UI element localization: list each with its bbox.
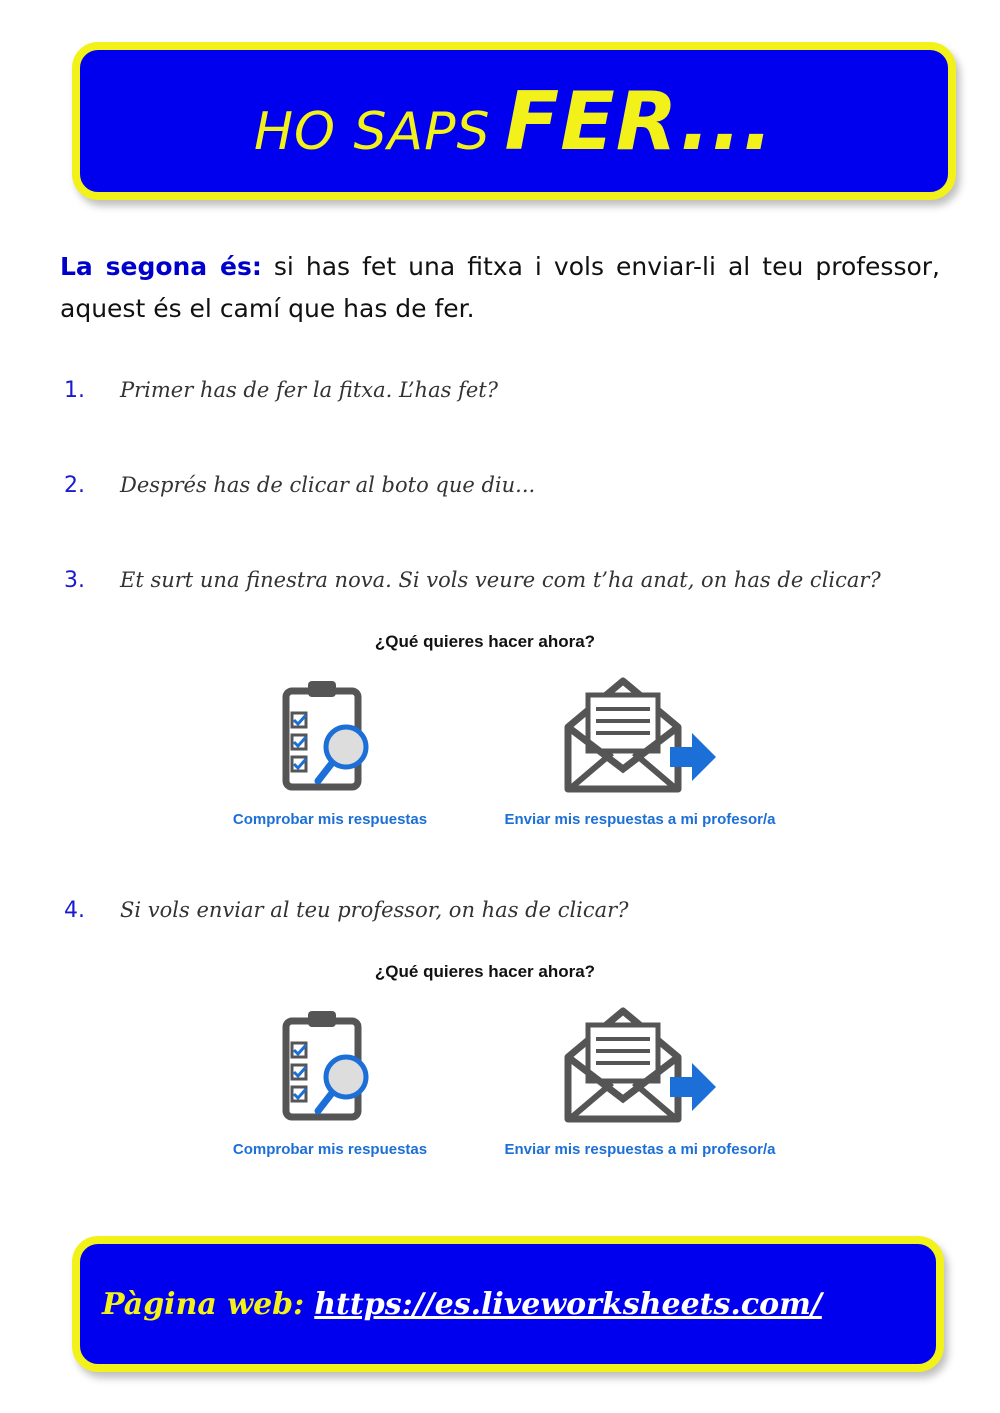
step-number: 2. — [64, 472, 85, 498]
send-to-teacher-option[interactable] — [480, 677, 800, 828]
check-answers-option[interactable] — [200, 1007, 460, 1158]
step-text: Si vols enviar al teu professor, on has de clicar? — [120, 898, 629, 922]
send-to-teacher-label[interactable]: Enviar mis respuestas a mi profesor/a — [504, 1141, 776, 1158]
page-title — [254, 75, 774, 168]
step-4 — [60, 890, 940, 930]
intro-paragraph — [60, 246, 940, 330]
footer-banner — [72, 1236, 944, 1372]
what-now-panel — [200, 962, 800, 1172]
send-to-teacher-option[interactable] — [480, 1007, 800, 1158]
step-1 — [60, 370, 940, 410]
envelope-arrow-icon — [560, 677, 720, 797]
footer-label: Pàgina web: — [102, 1286, 305, 1322]
send-to-teacher-label[interactable]: Enviar mis respuestas a mi profesor/a — [504, 811, 776, 828]
website-link[interactable]: https://es.liveworksheets.com/ — [314, 1286, 822, 1322]
header-banner — [72, 42, 956, 200]
check-answers-label[interactable]: Comprobar mis respuestas — [232, 811, 428, 828]
step-text: Primer has de fer la fitxa. L’has fet? — [120, 378, 498, 402]
step-number: 1. — [64, 377, 85, 403]
checklist-magnifier-icon — [280, 677, 380, 797]
what-now-panel — [200, 632, 800, 842]
check-answers-label[interactable]: Comprobar mis respuestas — [232, 1141, 428, 1158]
intro-text: si has fet una fitxa i vols enviar-li al teu professor, aquest és el camí que has de fer. — [60, 252, 940, 323]
step-number: 4. — [64, 897, 85, 923]
step-2 — [60, 465, 940, 505]
intro-lead: La segona és: — [60, 252, 262, 281]
panel-title: ¿Qué quieres hacer ahora? — [374, 632, 596, 651]
step-3 — [60, 560, 940, 600]
checklist-magnifier-icon — [280, 1007, 380, 1127]
title-big: FER... — [504, 74, 775, 168]
title-small: HO SAPS — [253, 101, 491, 162]
panel-title: ¿Qué quieres hacer ahora? — [374, 962, 596, 981]
envelope-arrow-icon — [560, 1007, 720, 1127]
step-number: 3. — [64, 567, 85, 593]
step-text: Després has de clicar al boto que diu... — [120, 473, 536, 497]
check-answers-option[interactable] — [200, 677, 460, 828]
step-text: Et surt una finestra nova. Si vols veure com t’ha anat, on has de clicar? — [120, 568, 881, 592]
